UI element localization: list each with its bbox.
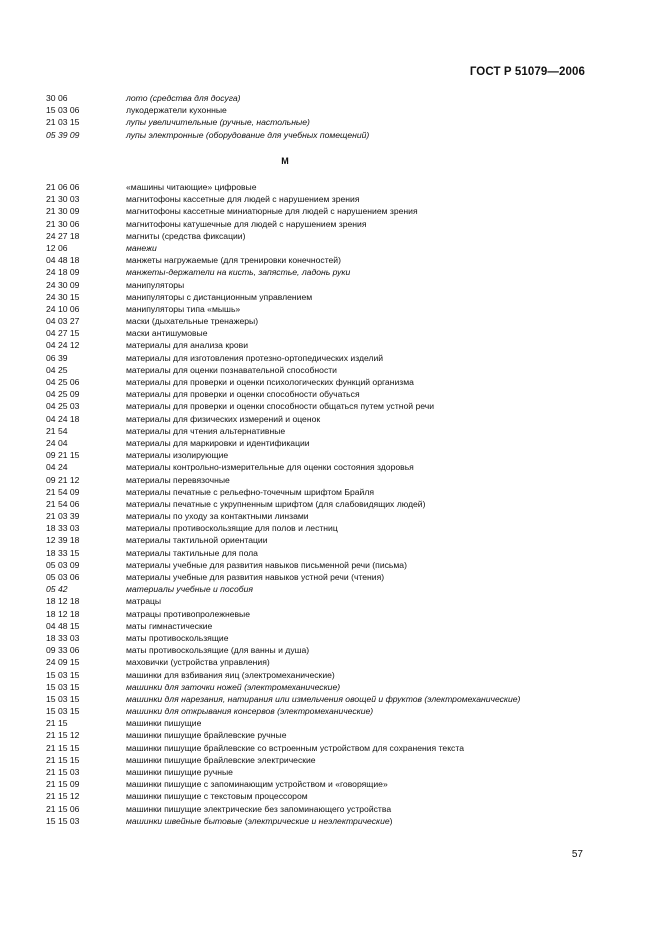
entry-code: 24 04 bbox=[46, 437, 68, 448]
entry-term: магнитофоны кассетные для людей с нарушением зрения bbox=[126, 194, 360, 205]
index-entry bbox=[46, 547, 606, 559]
entry-code: 15 03 15 bbox=[46, 681, 80, 692]
entry-term: матрацы противопролежневые bbox=[126, 608, 251, 619]
entry-term: матрацы bbox=[126, 596, 162, 607]
index-entry bbox=[46, 449, 606, 461]
entry-term: материалы печатные с рельефно-точечным шрифтом Брайля bbox=[126, 486, 375, 497]
entry-term: материалы контрольно-измерительные для оценки состояния здоровья bbox=[126, 462, 414, 473]
entry-term: манипуляторы с дистанционным управлением bbox=[126, 291, 313, 302]
index-entry bbox=[46, 729, 606, 741]
index-entry bbox=[46, 632, 606, 644]
entry-term: маты гимнастические bbox=[126, 620, 213, 631]
index-entry bbox=[46, 425, 606, 437]
index-entry bbox=[46, 266, 606, 278]
entry-code: 21 54 06 bbox=[46, 498, 80, 509]
entry-code: 04 25 09 bbox=[46, 389, 80, 400]
index-entry bbox=[46, 608, 606, 620]
entry-code: 30 06 bbox=[46, 93, 68, 103]
index-entry bbox=[46, 116, 606, 128]
entry-term: материалы перевязочные bbox=[126, 474, 230, 485]
index-entry bbox=[46, 681, 606, 693]
entry-term: машинки пишущие брайлевские ручные bbox=[126, 730, 287, 741]
index-entry bbox=[46, 388, 606, 400]
index-entry bbox=[46, 205, 606, 217]
entry-code: 21 30 06 bbox=[46, 218, 80, 229]
entry-code: 09 21 12 bbox=[46, 474, 80, 485]
entry-term: материалы учебные для развития навыков письменной речи (письма) bbox=[126, 559, 407, 570]
index-list-m bbox=[46, 181, 606, 827]
index-entry bbox=[46, 218, 606, 230]
entry-code: 24 30 15 bbox=[46, 291, 80, 302]
entry-term: лупы увеличительные (ручные, настольные) bbox=[126, 117, 310, 128]
entry-term: материалы печатные с укрупненным шрифтом (для слабовидящих людей) bbox=[126, 498, 426, 509]
entry-term: магнитофоны катушечные для людей с нарушением зрения bbox=[126, 218, 367, 229]
entry-term: манипуляторы типа «мышь» bbox=[126, 303, 241, 314]
entry-code: 24 30 09 bbox=[46, 279, 80, 290]
index-entry bbox=[46, 413, 606, 425]
index-entry bbox=[46, 400, 606, 412]
entry-code: 21 30 03 bbox=[46, 194, 80, 205]
entry-code: 18 33 15 bbox=[46, 547, 80, 558]
entry-code: 04 27 15 bbox=[46, 328, 80, 339]
entry-term: материалы для оценки познавательной способности bbox=[126, 364, 337, 375]
index-entry bbox=[46, 230, 606, 242]
index-entry bbox=[46, 522, 606, 534]
entry-code: 15 15 03 bbox=[46, 815, 80, 826]
entry-code: 21 06 06 bbox=[46, 182, 80, 192]
index-entry bbox=[46, 291, 606, 303]
entry-term: материалы для проверки и оценки психологических функций организма bbox=[126, 377, 414, 387]
entry-term: лукодержатели кухонные bbox=[126, 105, 227, 116]
entry-code: 09 33 06 bbox=[46, 645, 80, 656]
entry-term: машинки для нарезания, натирания или измельчения овощей и фруктов (электромеханические) bbox=[126, 693, 521, 704]
index-entry bbox=[46, 754, 606, 766]
index-entry bbox=[46, 181, 606, 193]
entry-code: 18 12 18 bbox=[46, 596, 80, 607]
index-entry bbox=[46, 315, 606, 327]
index-entry bbox=[46, 656, 606, 668]
index-entry bbox=[46, 510, 606, 522]
index-entry bbox=[46, 254, 606, 266]
entry-term: материалы учебные для развития навыков устной речи (чтения) bbox=[126, 572, 385, 582]
entry-code: 21 03 15 bbox=[46, 117, 80, 128]
index-entry bbox=[46, 790, 606, 802]
index-entry bbox=[46, 571, 606, 583]
entry-term: маты противоскользящие bbox=[126, 632, 229, 643]
index-entry bbox=[46, 129, 606, 141]
entry-code: 18 33 03 bbox=[46, 632, 80, 643]
entry-term: машинки пишущие bbox=[126, 718, 202, 729]
entry-term: манжеты нагружаемые (для тренировки конечностей) bbox=[126, 255, 341, 266]
entry-code: 06 39 bbox=[46, 352, 68, 363]
entry-term: манипуляторы bbox=[126, 279, 185, 290]
entry-code: 24 27 18 bbox=[46, 230, 80, 241]
entry-term: магнитофоны кассетные миниатюрные для людей с нарушением зрения bbox=[126, 206, 418, 217]
entry-term: машинки пишущие с текстовым процессором bbox=[126, 791, 308, 802]
entry-term: машинки пишущие брайлевские электрические bbox=[126, 754, 316, 765]
index-entry bbox=[46, 693, 606, 705]
entry-term: материалы для чтения альтернативные bbox=[126, 425, 286, 436]
entry-code: 04 25 bbox=[46, 364, 68, 375]
entry-code: 24 09 15 bbox=[46, 657, 80, 668]
index-entry bbox=[46, 92, 606, 104]
entry-term: материалы по уходу за контактными линзами bbox=[126, 511, 309, 522]
index-list-l bbox=[46, 92, 606, 141]
index-entry bbox=[46, 717, 606, 729]
entry-code: 04 25 06 bbox=[46, 377, 80, 387]
entry-term: маски антишумовые bbox=[126, 328, 208, 339]
entry-term: маховички (устройства управления) bbox=[126, 657, 270, 668]
entry-term: материалы для изготовления протезно-ортопедических изделий bbox=[126, 352, 384, 363]
index-entry bbox=[46, 766, 606, 778]
index-entry bbox=[46, 778, 606, 790]
entry-term: маски (дыхательные тренажеры) bbox=[126, 316, 259, 327]
entry-code: 21 15 03 bbox=[46, 767, 80, 777]
entry-code: 21 15 bbox=[46, 718, 68, 729]
entry-code: 21 15 06 bbox=[46, 803, 80, 814]
entry-code: 21 15 15 bbox=[46, 742, 80, 753]
entry-term: машинки для открывания консервов (электромеханические) bbox=[126, 706, 374, 717]
index-entry bbox=[46, 339, 606, 351]
entry-term: материалы тактильной ориентации bbox=[126, 535, 268, 546]
entry-term: «машины читающие» цифровые bbox=[126, 182, 257, 192]
entry-term: маты противоскользящие (для ванны и душа) bbox=[126, 645, 310, 656]
entry-code: 21 15 09 bbox=[46, 779, 80, 790]
entry-code: 24 18 09 bbox=[46, 267, 80, 278]
entry-term: машинки пишущие электрические без запоминающего устройства bbox=[126, 803, 392, 814]
index-entry bbox=[46, 705, 606, 717]
entry-code: 24 10 06 bbox=[46, 303, 80, 314]
entry-term: материалы противоскользящие для полов и лестниц bbox=[126, 523, 338, 534]
entry-term: материалы для физических измерений и оценок bbox=[126, 413, 321, 424]
index-entry bbox=[46, 498, 606, 510]
entry-code: 21 30 09 bbox=[46, 206, 80, 217]
entry-term: машинки пишущие ручные bbox=[126, 767, 233, 777]
entry-term: материалы для маркировки и идентификации bbox=[126, 437, 310, 448]
entry-code: 21 15 15 bbox=[46, 754, 80, 765]
index-entry bbox=[46, 559, 606, 571]
entry-term: лото (средства для досуга) bbox=[126, 93, 241, 103]
entry-code: 04 03 27 bbox=[46, 316, 80, 327]
index-entry bbox=[46, 474, 606, 486]
index-entry bbox=[46, 742, 606, 754]
entry-code: 15 03 15 bbox=[46, 693, 80, 704]
entry-term: лупы электронные (оборудование для учебных помещений) bbox=[126, 129, 370, 140]
index-entry bbox=[46, 104, 606, 116]
entry-term: магниты (средства фиксации) bbox=[126, 230, 246, 241]
entry-code: 15 03 15 bbox=[46, 706, 80, 717]
entry-term: материалы изолирующие bbox=[126, 450, 229, 461]
entry-code: 12 39 18 bbox=[46, 535, 80, 546]
page-number: 57 bbox=[571, 849, 583, 860]
entry-code: 21 54 09 bbox=[46, 486, 80, 497]
index-entry bbox=[46, 364, 606, 376]
entry-code: 21 15 12 bbox=[46, 791, 80, 802]
entry-code: 12 06 bbox=[46, 242, 68, 253]
section-letter-heading: М bbox=[281, 156, 289, 166]
entry-code: 04 24 bbox=[46, 462, 68, 473]
index-entry bbox=[46, 303, 606, 315]
entry-term: материалы тактильные для пола bbox=[126, 547, 258, 558]
index-entry bbox=[46, 327, 606, 339]
entry-term: материалы для анализа крови bbox=[126, 340, 249, 351]
entry-term: машинки пишущие с запоминающим устройством и «говорящие» bbox=[126, 779, 388, 790]
entry-code: 04 24 12 bbox=[46, 340, 80, 351]
entry-code: 05 39 09 bbox=[46, 129, 80, 140]
index-entry bbox=[46, 644, 606, 656]
entry-code: 04 48 18 bbox=[46, 255, 80, 266]
entry-code: 04 25 03 bbox=[46, 401, 80, 412]
index-entry bbox=[46, 534, 606, 546]
index-entry bbox=[46, 669, 606, 681]
entry-term: материалы учебные и пособия bbox=[126, 584, 253, 595]
entry-code: 21 54 bbox=[46, 425, 68, 436]
entry-code: 09 21 15 bbox=[46, 450, 80, 461]
index-entry bbox=[46, 620, 606, 632]
index-entry bbox=[46, 352, 606, 364]
index-entry bbox=[46, 193, 606, 205]
index-entry bbox=[46, 279, 606, 291]
entry-code: 18 33 03 bbox=[46, 523, 80, 534]
entry-code: 05 03 09 bbox=[46, 559, 80, 570]
index-entry bbox=[46, 461, 606, 473]
index-entry bbox=[46, 242, 606, 254]
entry-code: 18 12 18 bbox=[46, 608, 80, 619]
entry-code: 05 42 bbox=[46, 584, 68, 595]
index-entry bbox=[46, 437, 606, 449]
entry-code: 15 03 15 bbox=[46, 669, 80, 680]
entry-term: манжеты-держатели на кисть, запястье, ладонь руки bbox=[126, 267, 351, 278]
entry-term: машинки для заточки ножей (электромеханические) bbox=[126, 681, 341, 692]
index-entry bbox=[46, 815, 606, 827]
entry-term: машинки для взбивания яиц (электромеханические) bbox=[126, 669, 335, 680]
index-entry bbox=[46, 595, 606, 607]
entry-code: 15 03 06 bbox=[46, 105, 80, 116]
entry-code: 21 03 39 bbox=[46, 511, 80, 522]
index-entry bbox=[46, 376, 606, 388]
entry-term: машинки швейные бытовые (электрические и неэлектрические) bbox=[126, 815, 393, 826]
index-entry bbox=[46, 486, 606, 498]
entry-code: 04 48 15 bbox=[46, 620, 80, 631]
document-header: ГОСТ Р 51079—2006 bbox=[469, 66, 585, 78]
entry-term: материалы для проверки и оценки способности обучаться bbox=[126, 389, 360, 400]
entry-term: материалы для проверки и оценки способности общаться путем устной речи bbox=[126, 401, 435, 412]
entry-code: 21 15 12 bbox=[46, 730, 80, 741]
entry-term: манежи bbox=[126, 242, 157, 253]
entry-code: 04 24 18 bbox=[46, 413, 80, 424]
index-entry bbox=[46, 583, 606, 595]
index-entry bbox=[46, 803, 606, 815]
entry-term: машинки пишущие брайлевские со встроенным устройством для сохранения текста bbox=[126, 742, 464, 753]
entry-code: 05 03 06 bbox=[46, 572, 80, 582]
